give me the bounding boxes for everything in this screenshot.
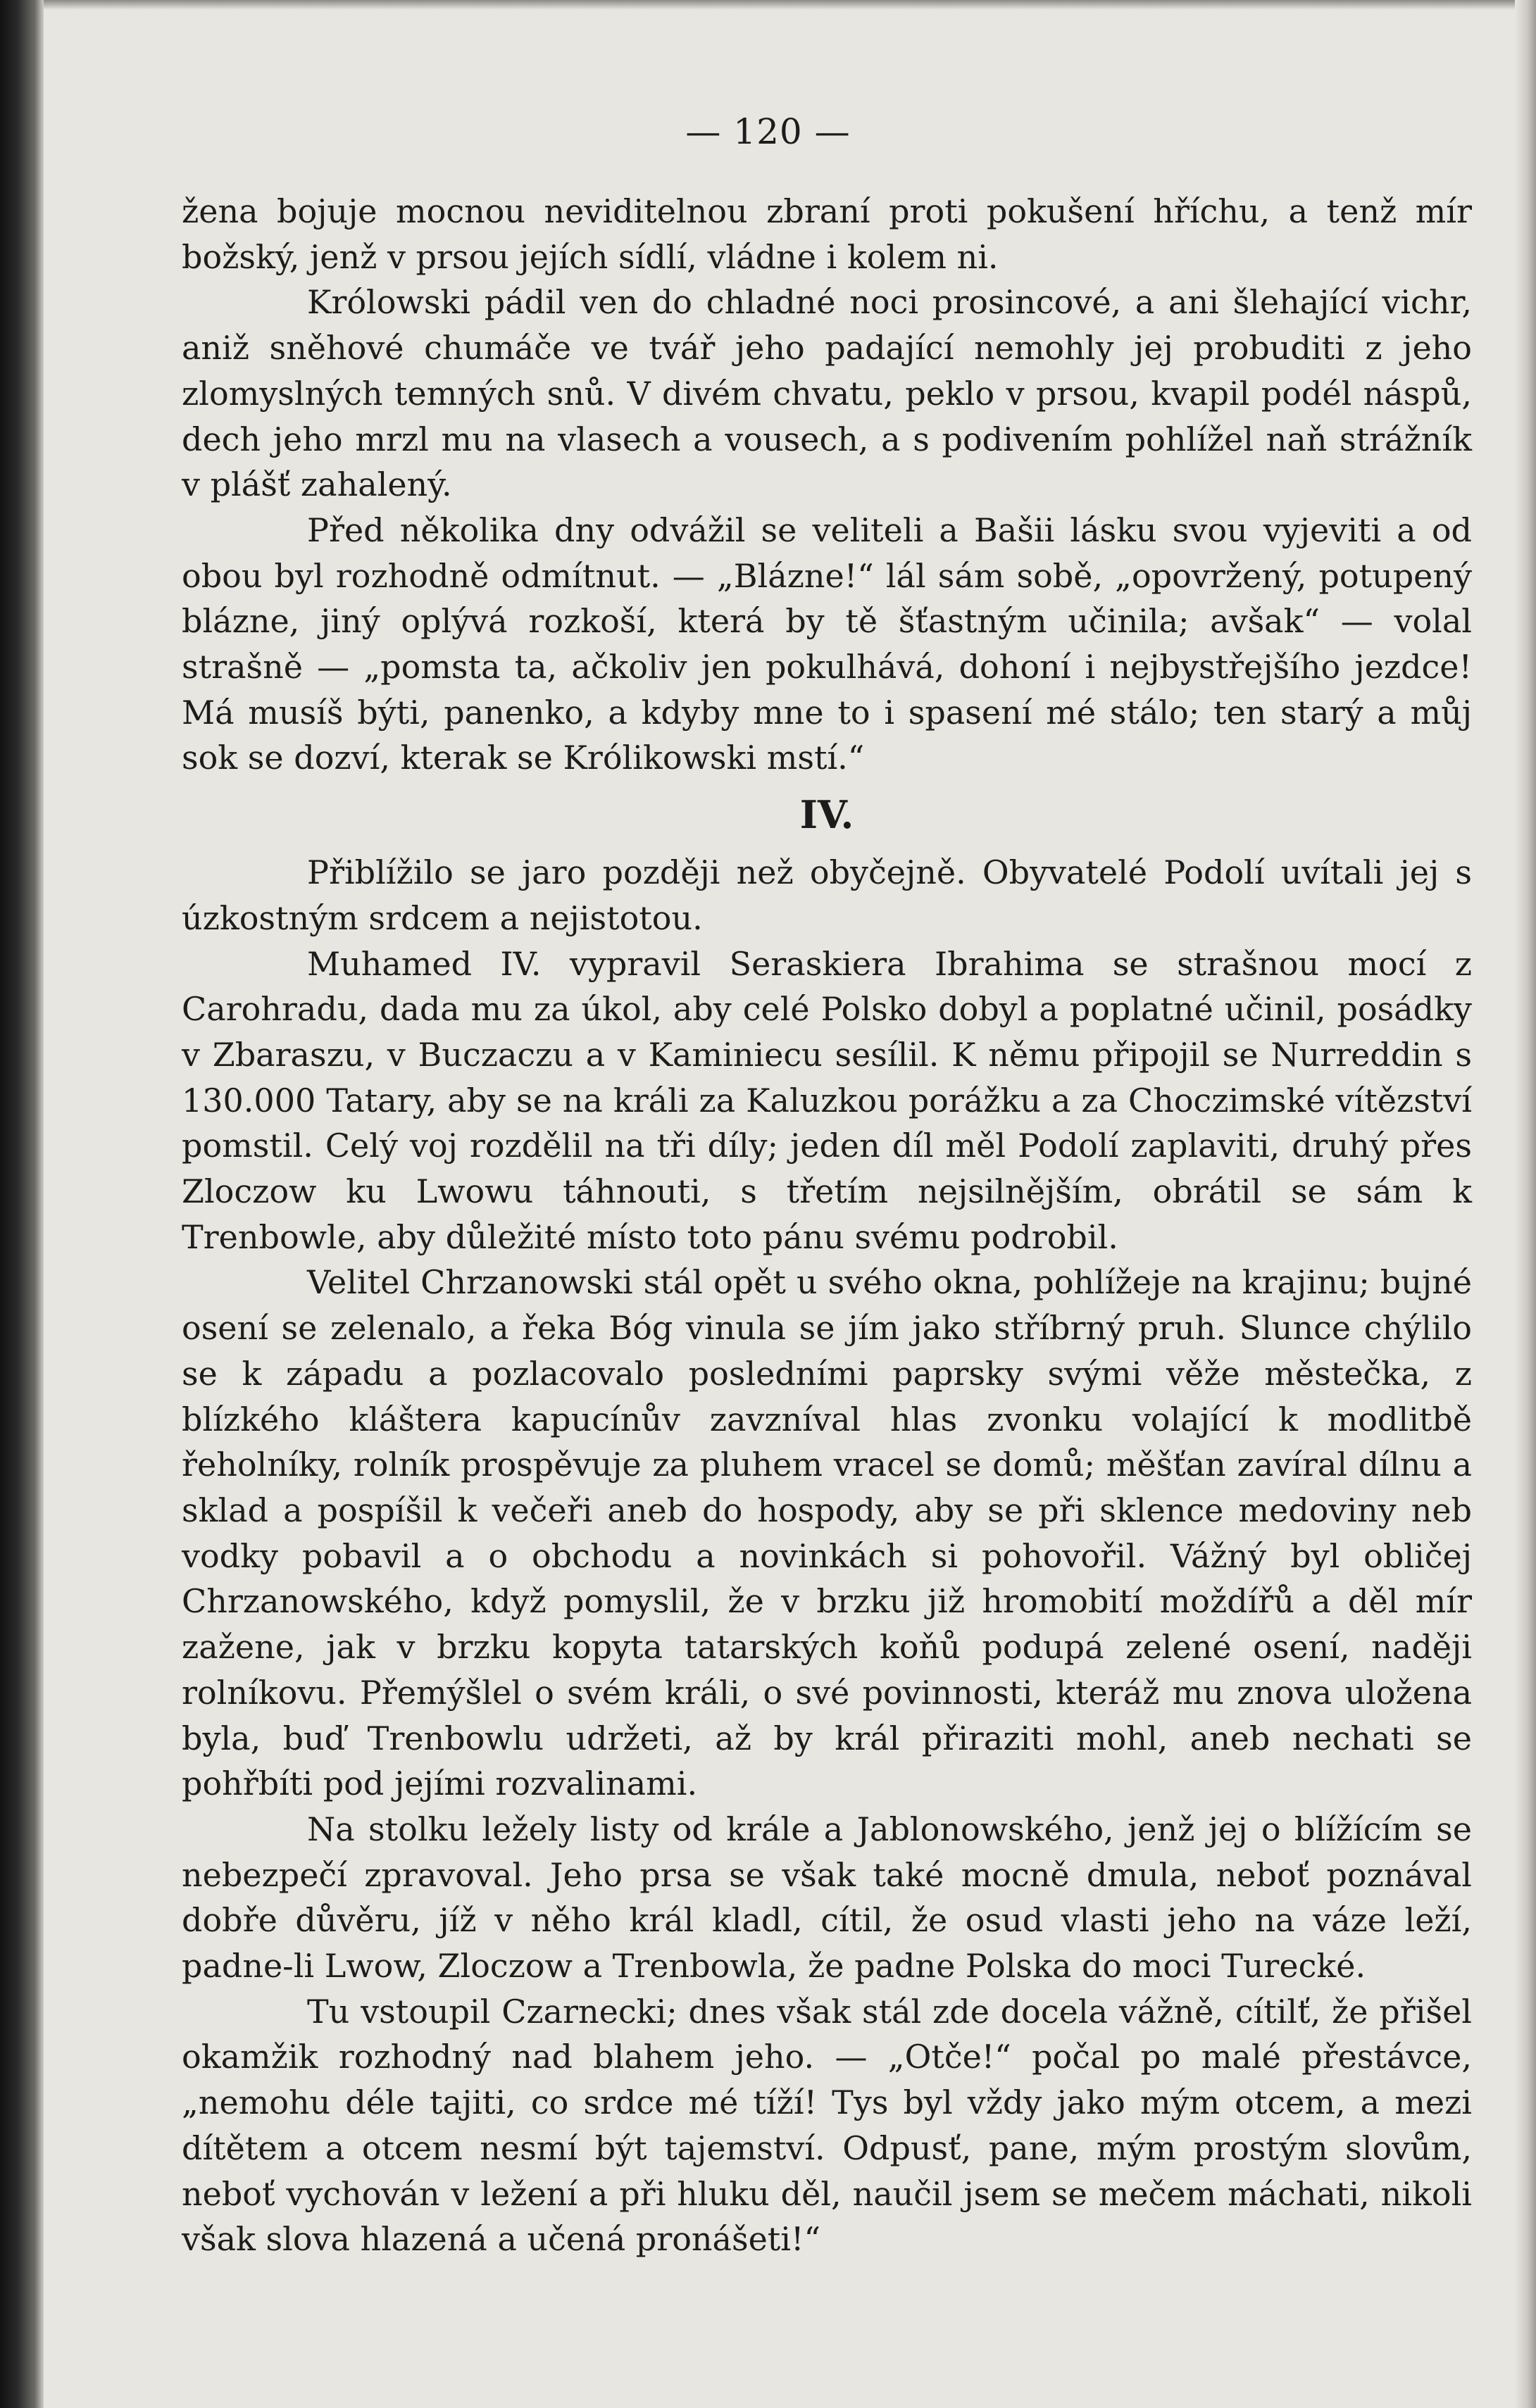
body-text	[182, 189, 1472, 2262]
page-right-edge	[1515, 0, 1536, 2408]
paragraph: Muhamed IV. vypravil Seraskiera Ibrahima se strašnou mocí z Carohradu, dada mu za úkol, aby celé Polsko dobyl a poplatné učinil, posádky v Zbaraszu, v Buczaczu a v Kaminiecu sesílil. K němu připojil se Nurreddin s 130.000 Tatary, aby se na králi za Kaluzkou porážku a za Choczimské vítězství pomstil. Celý voj rozdělil na tři díly; jeden díl měl Podolí zaplaviti, druhý přes Zloczow ku Lwowu táhnouti, s třetím nejsilnějším, obrátil se sám k Trenbowle, aby důležité místo toto pánu svému podrobil.	[182, 944, 1472, 1256]
paragraph: Přiblížilo se jaro později než obyčejně. Obyvatelé Podolí uvítali jej s úzkostným srdcem a nejistotou.	[182, 853, 1472, 937]
page-top-shadow	[0, 0, 1536, 10]
paragraph: Před několika dny odvážil se veliteli a Bašii lásku svou vyjeviti a od obou byl rozhodně odmítnut. — „Blázne!“ lál sám sobě, „opovržený, potupený blázne, jiný oplývá rozkoší, která by tě šťastným učinila; avšak“ — volal strašně — „pomsta ta, ačkoliv jen pokulhává, dohoní i nejbystřejšího jezdce! Má musíš býti, panenko, a kdyby mne to i spasení mé stálo; ten starý a můj sok se dozví, kterak se Królikowski mstí.“	[182, 510, 1472, 777]
page-binding-shadow	[0, 0, 44, 2408]
page-number: — 120 —	[685, 111, 851, 152]
paragraph: Królowski pádil ven do chladné noci prosincové, a ani šlehající vichr, aniž sněhové chumáče ve tvář jeho padající nemohly jej probuditi z jeho zlomyslných temných snů. V divém chvatu, peklo v prsou, kvapil podél náspů, dech jeho mrzl mu na vlasech a vousech, a s podivením pohlížel naň strážník v plášť zahalený.	[182, 283, 1472, 504]
chapter-heading: IV.	[799, 792, 854, 838]
paragraph: Na stolku ležely listy od krále a Jablonowského, jenž jej o blížícím se nebezpečí zpravoval. Jeho prsa se však také mocně dmula, neboť poznával dobře důvěru, jíž v něho král kladl, cítil, že osud vlasti jeho na váze leží, padne-li Lwow, Zloczow a Trenbowla, že padne Polska do moci Turecké.	[182, 1810, 1472, 1986]
paragraph: Velitel Chrzanowski stál opět u svého okna, pohlížeje na krajinu; bujné osení se zelenalo, a řeka Bóg vinula se jím jako stříbrný pruh. Slunce chýlilo se k západu a pozlacovalo posledními paprsky svými věže městečka, z blízkého kláštera kapucínův zavzníval hlas zvonku volající k modlitbě řeholníky, rolník prospěvuje za pluhem vracel se domů; měšťan zavíral dílnu a sklad a pospíšil k večeři aneb do hospody, aby se při sklence medoviny neb vodky pobavil a o obchodu a novinkách si pohovořil. Vážný byl obličej Chrzanowského, když pomyslil, že v brzku již hromobití moždířů a děl mír zažene, jak v brzku kopyta tatarských koňů podupá zelené osení, naději rolníkovu. Přemýšlel o svém králi, o své povinnosti, kteráž mu znova uložena byla, buď Trenbowlu udržeti, až by král přiraziti mohl, aneb nechati se pohřbíti pod jejími rozvalinami.	[182, 1263, 1472, 1803]
paragraph-continuation: žena bojuje mocnou neviditelnou zbraní proti pokušení hříchu, a tenž mír božský, jenž v prsou jejích sídlí, vládne i kolem ni.	[182, 192, 1472, 276]
paragraph: Tu vstoupil Czarnecki; dnes však stál zde docela vážně, cítilť, že přišel okamžik rozhodný nad blahem jeho. — „Otče!“ počal po malé přestávce, „nemohu déle tajiti, co srdce mé tíží! Tys byl vždy jako mým otcem, a mezi dítětem a otcem nesmí být tajemství. Odpusť, pane, mým prostým slovům, neboť vychován v ležení a při hluku děl, naučil jsem se mečem máchati, nikoli však slova hlazená a učená pronášeti!“	[182, 1992, 1472, 2259]
